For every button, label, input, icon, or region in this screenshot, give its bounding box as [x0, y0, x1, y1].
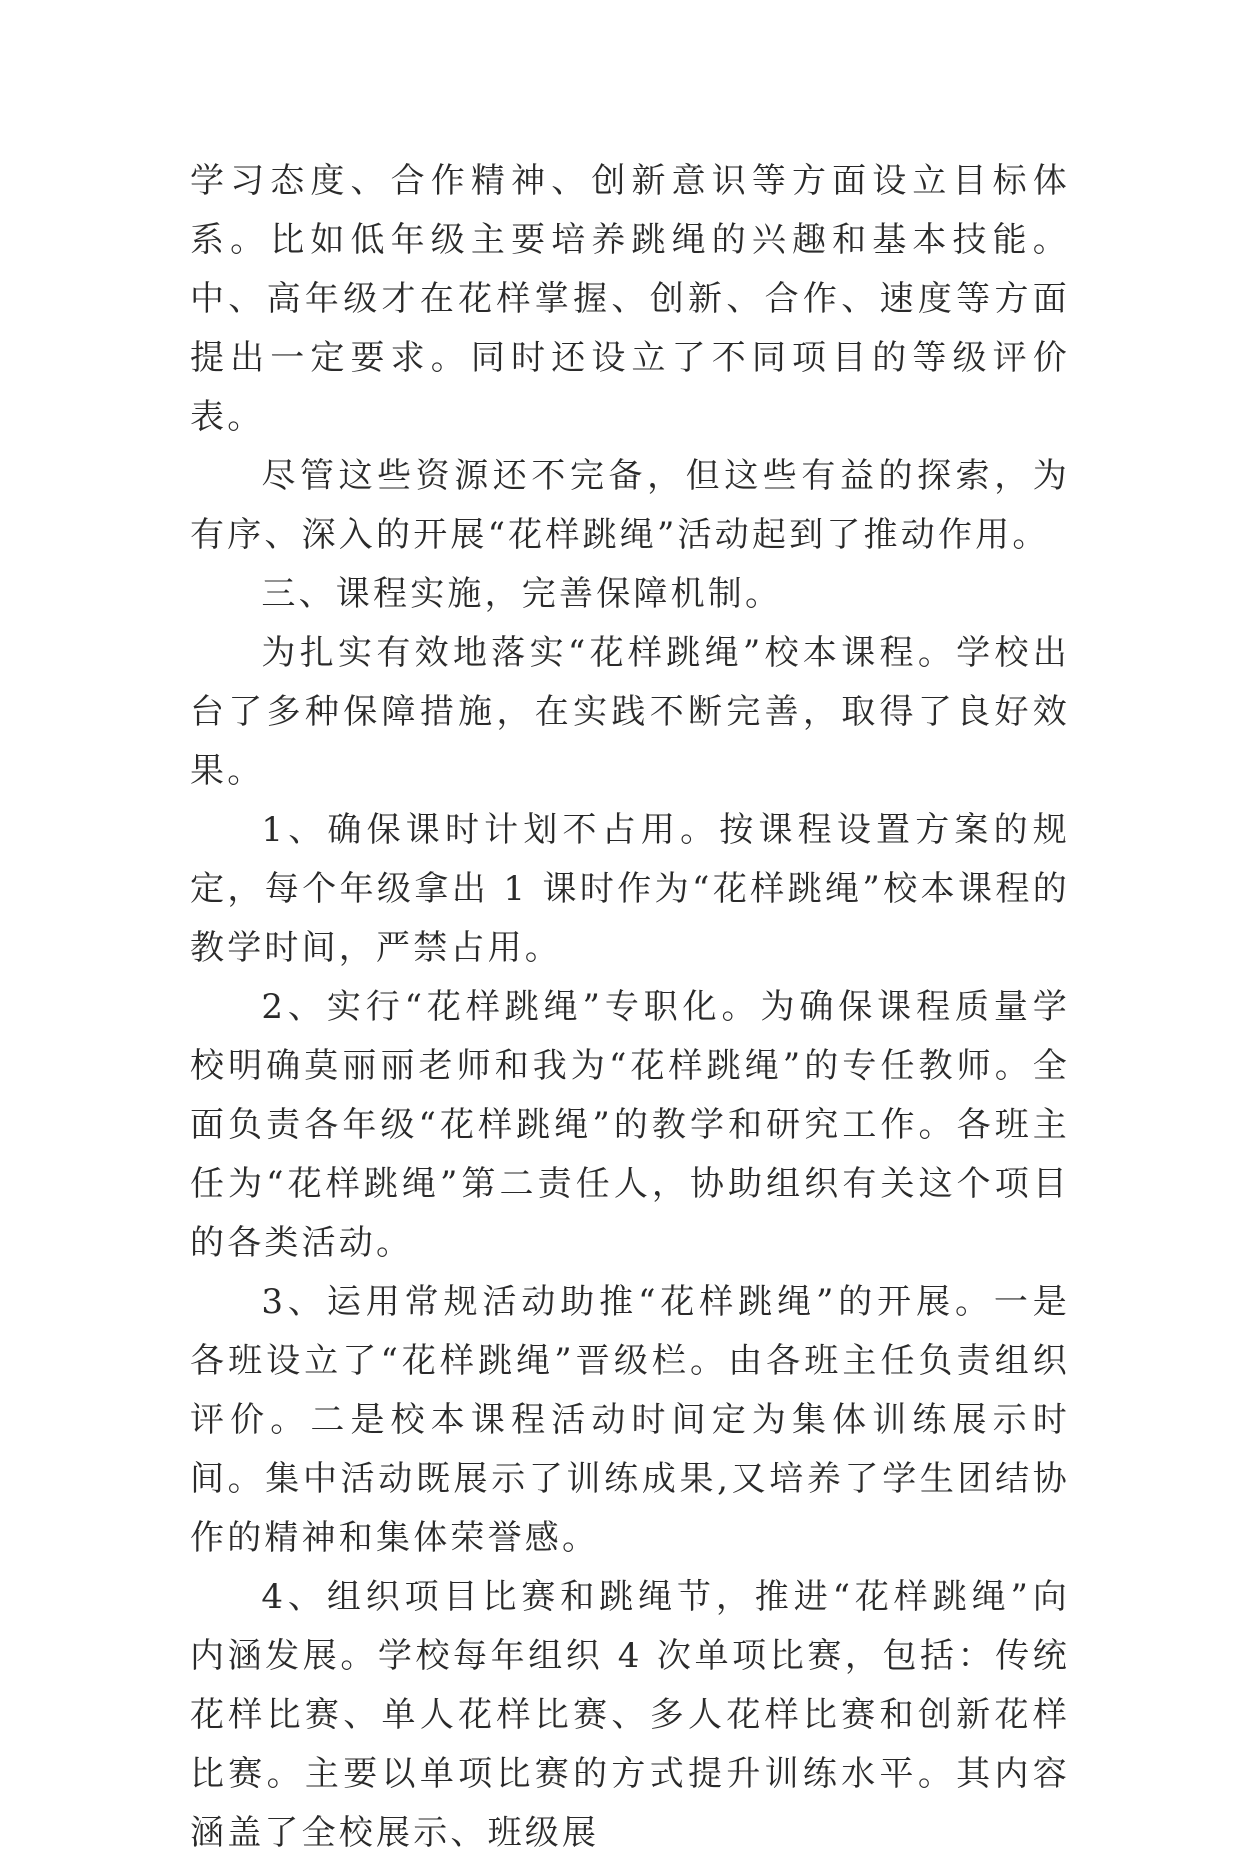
- section-heading-3: 三、课程实施，完善保障机制。: [261, 574, 783, 614]
- paragraph-1: 学习态度、合作精神、创新意识等方面设立目标体系。比如低年级主要培养跳绳的兴趣和基本技能。中、高年级才在花样掌握、创新、合作、速度等方面提出一定要求。同时还设立了不同项目的等级评价表。: [190, 161, 1070, 437]
- paragraph-4: 为扎实有效地落实“花样跳绳”校本课程。学校出台了多种保障措施，在实践不断完善，取得了良好效果。: [190, 633, 1070, 791]
- list-item-4: 4、组织项目比赛和跳绳节，推进“花样跳绳”向内涵发展。学校每年组织 4 次单项比赛，包括：传统花样比赛、单人花样比赛、多人花样比赛和创新花样比赛。主要以单项比赛的方式提升训练水平。其内容涵盖了全校展示、班级展: [190, 1577, 1070, 1853]
- document-body: [190, 152, 1070, 1863]
- list-item-1: 1、确保课时计划不占用。按课程设置方案的规定，每个年级拿出 1 课时作为“花样跳绳”校本课程的教学时间，严禁占用。: [190, 810, 1070, 968]
- list-item-2: 2、实行“花样跳绳”专职化。为确保课程质量学校明确莫丽丽老师和我为“花样跳绳”的专任教师。全面负责各年级“花样跳绳”的教学和研究工作。各班主任为“花样跳绳”第二责任人，协助组织有关这个项目的各类活动。: [190, 987, 1070, 1263]
- list-item-3: 3、运用常规活动助推“花样跳绳”的开展。一是各班设立了“花样跳绳”晋级栏。由各班主任负责组织评价。二是校本课程活动时间定为集体训练展示时间。集中活动既展示了训练成果,又培养了学生团结协作的精神和集体荣誉感。: [190, 1282, 1070, 1558]
- paragraph-2: 尽管这些资源还不完备，但这些有益的探索，为有序、深入的开展“花样跳绳”活动起到了推动作用。: [190, 456, 1070, 555]
